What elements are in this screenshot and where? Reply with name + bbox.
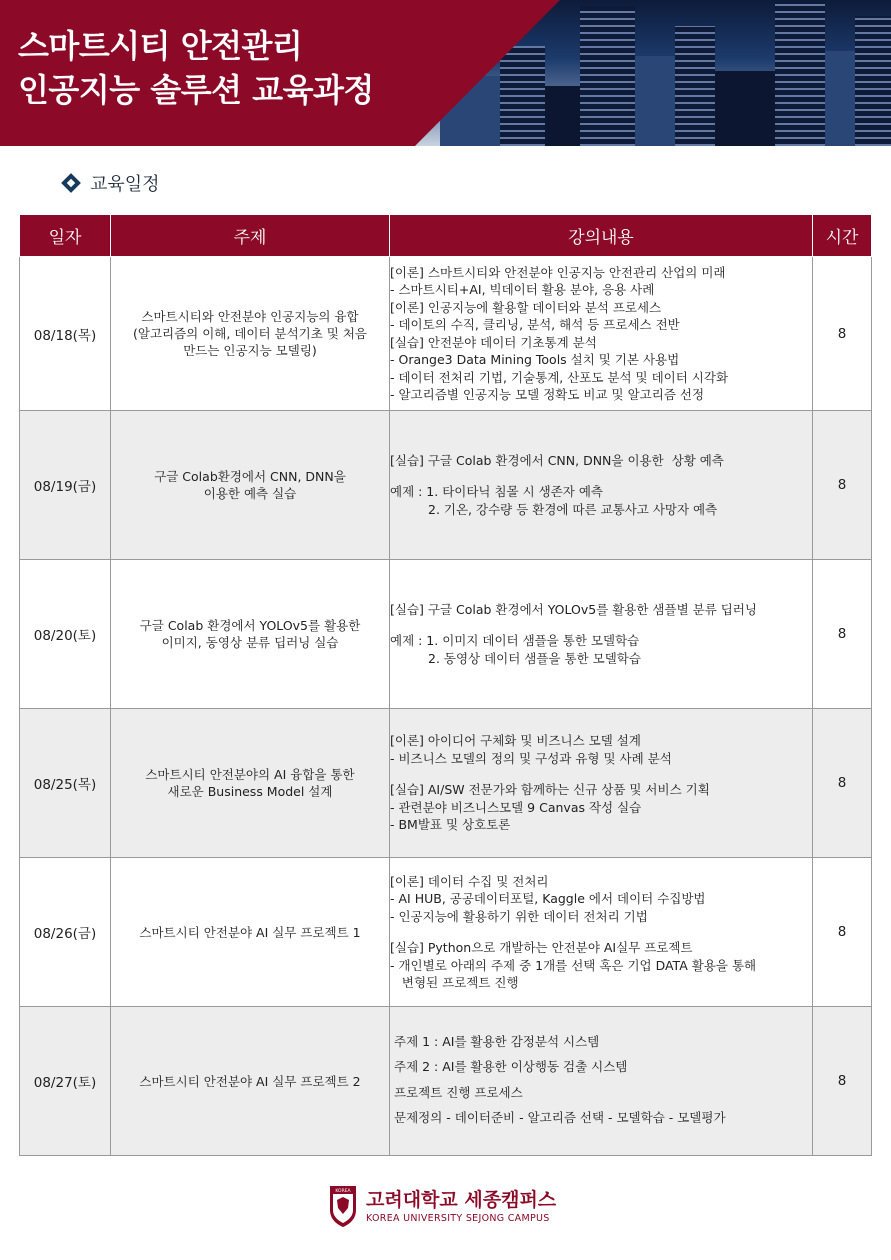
header-banner — [0, 0, 891, 146]
crest-text: KOREA — [335, 1189, 351, 1194]
table-row — [20, 411, 872, 560]
content-line: [실습] 안전분야 데이터 기초통계 분석 — [390, 334, 597, 350]
page-title-line2: 인공지능 솔루션 교육과정 — [18, 71, 374, 109]
section-title: 교육일정 — [90, 174, 160, 195]
cell-date: 08/20(토) — [20, 560, 111, 709]
content-line: - BM발표 및 상호토론 — [390, 817, 511, 833]
content-line: [이론] 데이터 수집 및 전처리 — [390, 873, 549, 889]
cell-topic — [111, 709, 390, 858]
content-line: [이론] 인공지능에 활용할 데이터와 분석 프로세스 — [390, 299, 662, 315]
topic-line: 구글 Colab환경에서 CNN, DNN을 — [154, 469, 346, 484]
content-line: - 알고리즘별 인공지능 모델 정확도 비교 및 알고리즘 선정 — [390, 387, 705, 402]
content-line: - Orange3 Data Mining Tools 설치 및 기본 사용법 — [390, 352, 680, 367]
cell-content — [390, 411, 813, 560]
content-line: 주제 2 : AI를 활용한 이상행동 검출 시스템 — [394, 1059, 628, 1074]
content-line: 프로젝트 진행 프로세스 — [394, 1084, 523, 1100]
header-topic: 주제 — [111, 215, 390, 257]
topic-line: 스마트시티 안전분야의 AI 융합을 통한 — [145, 767, 355, 782]
content-line — [390, 925, 812, 939]
content-line: - 데이터 전처리 기법, 기술통계, 산포도 분석 및 데이터 시각화 — [390, 369, 729, 385]
content-line: - 개인별로 아래의 주제 중 1개를 선택 혹은 기업 DATA 활용을 통해 — [390, 957, 757, 973]
content-line: [실습] 구글 Colab 환경에서 CNN, DNN을 이용한 상황 예측 — [390, 452, 724, 468]
table-row — [20, 560, 872, 709]
cell-hours: 8 — [813, 709, 872, 858]
content-line: 변형된 프로젝트 진행 — [390, 975, 519, 990]
content-line: - 데이토의 수직, 클리닝, 분석, 해석 등 프로세스 전반 — [390, 317, 680, 332]
topic-line: 스마트시티와 안전분야 인공지능의 융합 — [141, 309, 359, 324]
topic-line: 스마트시티 안전분야 AI 실무 프로젝트 1 — [139, 924, 361, 940]
page-title — [18, 24, 374, 112]
content-line-indented: 2. 동영상 데이터 샘플을 통한 모델학습 — [428, 650, 641, 666]
content-line: 예제 : 1. 타이타닉 침몰 시 생존자 예측 — [390, 484, 604, 500]
content-line: [실습] AI/SW 전문가와 함께하는 신규 상품 및 서비스 기획 — [390, 782, 710, 798]
footer-university-name: 고려대학교 세종캠퍼스 — [366, 1188, 557, 1211]
topic-line: 새로운 Business Model 설계 — [167, 784, 333, 799]
table-row — [20, 709, 872, 858]
content-line: - 비즈니스 모델의 정의 및 구성과 유형 및 사례 분석 — [390, 750, 672, 766]
cell-content — [390, 257, 813, 411]
content-line — [390, 469, 812, 483]
header-hours: 시간 — [813, 215, 872, 257]
cell-content — [390, 858, 813, 1007]
cell-date: 08/27(토) — [20, 1007, 111, 1156]
content-line: 문제정의 - 데이터준비 - 알고리즘 선택 - 모델학습 - 모델평가 — [394, 1110, 726, 1125]
cell-content — [390, 560, 813, 709]
content-line: - AI HUB, 공공데이터포털, Kaggle 에서 데이터 수집방법 — [390, 891, 706, 906]
topic-line: 이용한 예측 실습 — [203, 486, 297, 501]
cell-hours: 8 — [813, 858, 872, 1007]
diamond-bullet-icon — [61, 173, 81, 193]
cell-topic — [111, 411, 390, 560]
cell-topic — [111, 560, 390, 709]
topic-line: (알고리즘의 이해, 데이터 분석기초 및 처음 — [133, 326, 367, 341]
section-heading — [60, 170, 160, 196]
cell-topic — [111, 1007, 390, 1156]
cell-hours: 8 — [813, 560, 872, 709]
cell-hours: 8 — [813, 1007, 872, 1156]
korea-university-crest-icon — [328, 1184, 358, 1228]
table-header-row — [20, 215, 872, 257]
cell-topic — [111, 858, 390, 1007]
cell-date: 08/25(목) — [20, 709, 111, 858]
content-line: 예제 : 1. 이미지 데이터 샘플을 통한 모델학습 — [390, 633, 640, 649]
header-date: 일자 — [20, 215, 111, 257]
cell-content — [390, 1007, 813, 1156]
content-line: - 관련분야 비즈니스모델 9 Canvas 작성 실습 — [390, 799, 642, 815]
footer-university-english: KOREA UNIVERSITY SEJONG CAMPUS — [366, 1212, 550, 1224]
cell-date: 08/26(금) — [20, 858, 111, 1007]
content-line: - 스마트시티+AI, 빅데이터 활용 분야, 응용 사례 — [390, 282, 655, 297]
topic-line: 이미지, 동영상 분류 딥러닝 실습 — [161, 635, 339, 650]
header-content: 강의내용 — [390, 215, 813, 257]
table-row — [20, 1007, 872, 1156]
content-line-indented: 2. 기온, 강수량 등 환경에 따른 교통사고 사망자 예측 — [428, 501, 718, 517]
table-row — [20, 858, 872, 1007]
topic-line: 스마트시티 안전분야 AI 실무 프로젝트 2 — [139, 1073, 361, 1089]
topic-line: 구글 Colab 환경에서 YOLOv5를 활용한 — [139, 618, 361, 633]
content-line: [실습] Python으로 개발하는 안전분야 AI실무 프로젝트 — [390, 940, 693, 955]
cell-content — [390, 709, 813, 858]
page-title-line1: 스마트시티 안전관리 — [18, 27, 303, 65]
content-line: [이론] 아이디어 구체화 및 비즈니스 모델 설계 — [390, 733, 641, 749]
table-row — [20, 257, 872, 411]
cell-hours: 8 — [813, 411, 872, 560]
schedule-table — [19, 214, 872, 1156]
cell-date: 08/18(목) — [20, 257, 111, 411]
content-line: [실습] 구글 Colab 환경에서 YOLOv5를 활용한 샘플별 분류 딥러닝 — [390, 601, 757, 617]
cell-hours: 8 — [813, 257, 872, 411]
cell-date: 08/19(금) — [20, 411, 111, 560]
topic-line: 만드는 인공지능 모델링) — [183, 343, 317, 358]
content-line — [390, 767, 812, 781]
footer-logo — [328, 1184, 556, 1228]
content-line: - 인공지능에 활용하기 위한 데이터 전처리 기법 — [390, 908, 648, 924]
content-line: 주제 1 : AI를 활용한 감정분석 시스템 — [394, 1033, 600, 1049]
content-line — [390, 618, 812, 632]
cell-topic — [111, 257, 390, 411]
content-line: [이론] 스마트시티와 안전분야 인공지능 안전관리 산업의 미래 — [390, 264, 726, 280]
